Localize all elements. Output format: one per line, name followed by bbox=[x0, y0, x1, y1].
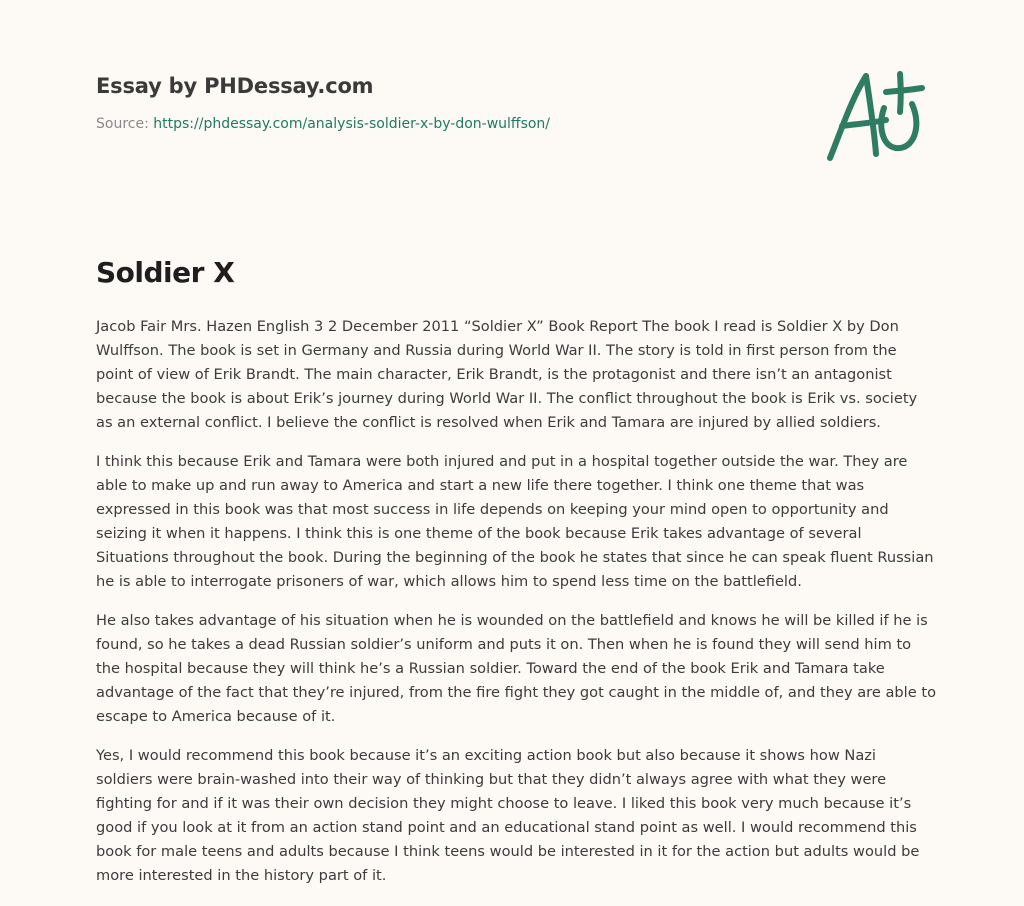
essay-paragraph: I think this because Erik and Tamara were both injured and put in a hospital together outside the war. They are able to make up and run away to America and start a new life there together. I think one theme that was expressed in this book was that most success in life depends on keeping your mind open to opportunity and seizing it when it happens. I think this is one theme of the book because Erik takes advantage of several Situations throughout the book. During the beginning of the book he states that since he can speak fluent Russian he is able to interrogate prisoners of war, which allows him to spend less time on the battlefield. bbox=[96, 453, 934, 590]
essay-paragraph: He also takes advantage of his situation when he is wounded on the battlefield and knows he will be killed if he is found, so he takes a dead Russian soldier’s uniform and puts it on. Then when he is found they will send him to the hospital because they will think he’s a Russian soldier. Toward the end of the book Erik and Tamara take advantage of the fact that they’re injured, from the fire fight they got caught in the middle of, and they are able to escape to America because of it. bbox=[96, 612, 936, 725]
source-label: Source: bbox=[96, 116, 149, 132]
site-name: Essay by PHDessay.com bbox=[96, 74, 374, 98]
page-header bbox=[96, 74, 796, 132]
source-link[interactable]: https://phdessay.com/analysis-soldier-x-by-don-wulffson/ bbox=[153, 116, 551, 132]
essay-paragraph: Yes, I would recommend this book because it’s an exciting action book but also because it shows how Nazi soldiers were brain-washed into their way of thinking but that they didn’t always agree with what they were fighting for and if it was their own decision they might choose to leave. I liked this book very much because it’s good if you look at it from an action stand point and an educational stand point as well. I would recommend this book for male teens and adults because I think teens would be interested in it for the action but adults would be more interested in the history part of it. bbox=[96, 747, 920, 884]
a-plus-logo-icon bbox=[822, 66, 932, 166]
essay-body bbox=[96, 315, 936, 903]
source-line bbox=[96, 116, 796, 132]
essay-paragraph: Jacob Fair Mrs. Hazen English 3 2 December 2011 “Soldier X” Book Report The book I read is Soldier X by Don Wulffson. The book is set in Germany and Russia during World War II. The story is told in first person from the point of view of Erik Brandt. The main character, Erik Brandt, is the protagonist and there isn’t an antagonist because the book is about Erik’s journey during World War II. The conflict throughout the book is Erik vs. society as an external conflict. I believe the conflict is resolved when Erik and Tamara are injured by allied soldiers. bbox=[96, 318, 918, 431]
essay-title: Soldier X bbox=[96, 256, 235, 289]
